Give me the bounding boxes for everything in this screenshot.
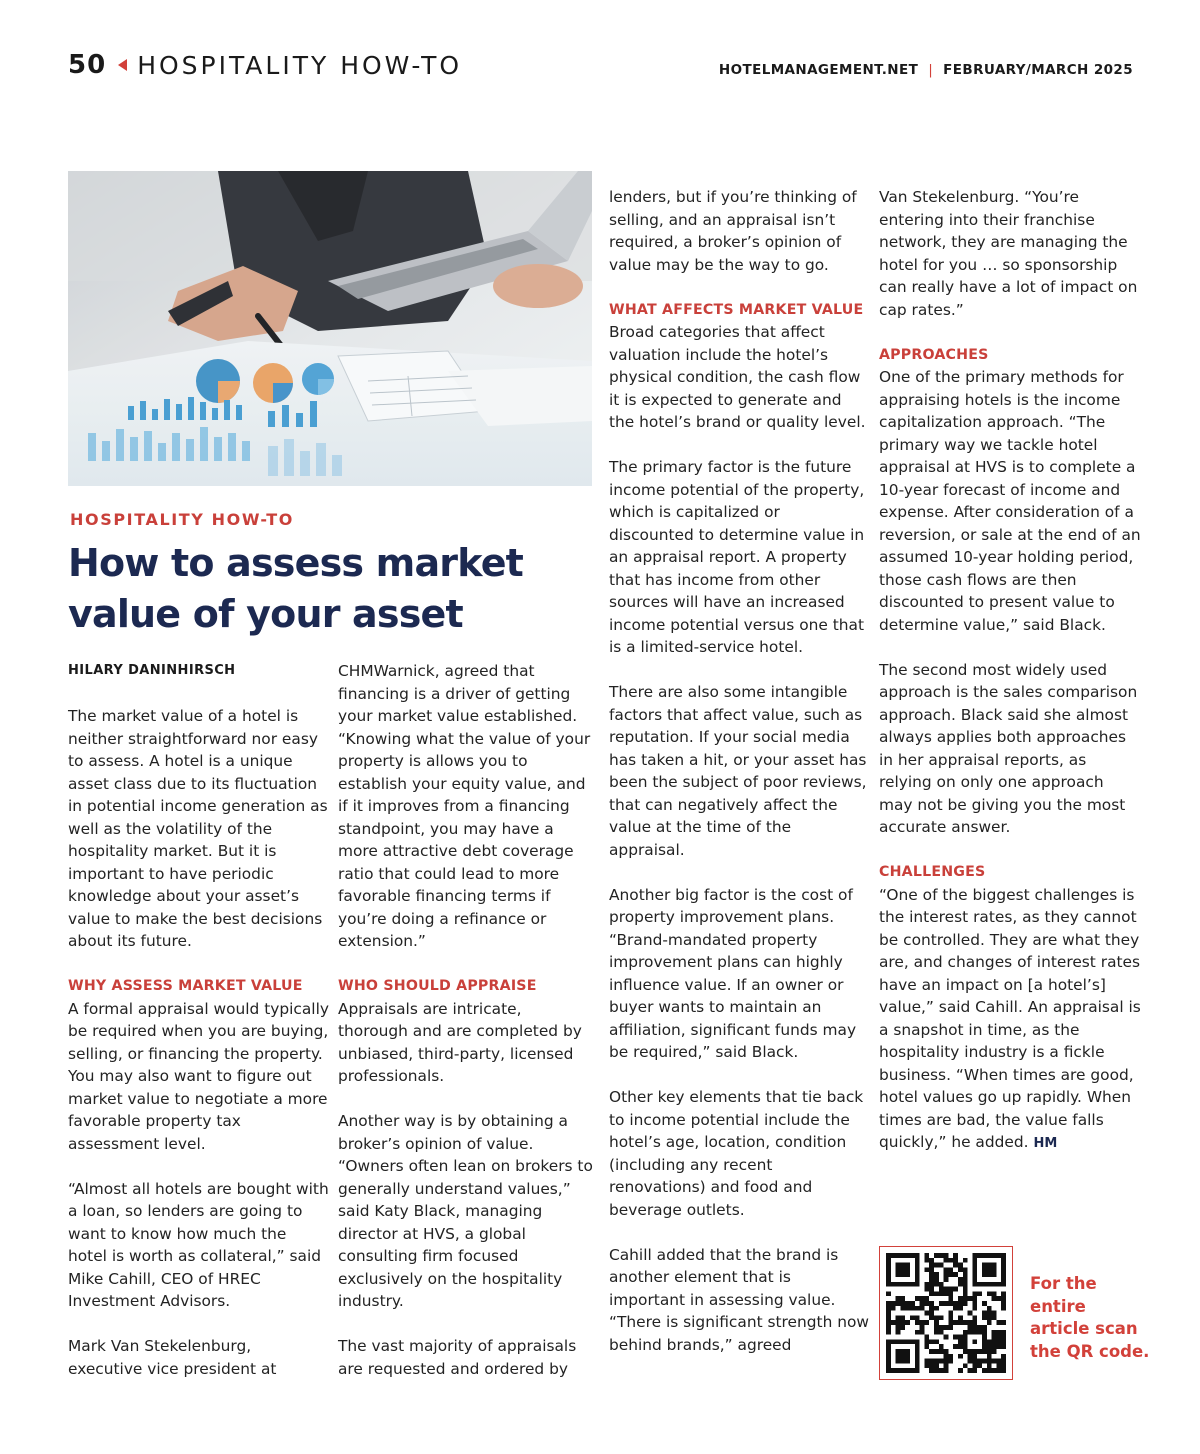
chevron-left-icon [118,59,127,71]
paragraph: There are also some intangible factors that affect value, such as reputation. If your social media has taken a hit, or your asset has been the subject of poor reviews, that can negatively affect the value at the time of the appraisal. [609,683,867,859]
qr-code-icon [886,1253,1006,1373]
paragraph: Another way is by obtaining a broker’s opinion of value. “Owners often lean on brokers to generally understand values,” said Katy Black, managing director at HVS, a global consulting firm focused exclusively on the hospitality industry. [338,1112,593,1310]
paragraph: “Almost all hotels are bought with a loan, so lenders are going to want to know how much the hotel is worth as collateral,” said Mike Cahill, CEO of HREC Investment Advisors. [68,1179,329,1310]
paragraph: Another big factor is the cost of property improvement plans. “Brand-mandated property improvement plans can highly influence value. If an owner or buyer wants to maintain an affiliation, significant funds may be required,” said Black. [609,885,857,1061]
subheading: APPROACHES [879,346,989,363]
article-column-4 [879,186,1141,1156]
subheading: WHAT AFFECTS MARKET VALUE [609,301,864,318]
page-header-right [719,62,1133,78]
subheading: WHY ASSESS MARKET VALUE [68,978,303,994]
article-column-2 [338,660,593,1380]
subheading: WHO SHOULD APPRAISE [338,978,537,994]
signoff-mark: HM [1033,1136,1058,1151]
article-column-3 [609,186,869,1356]
qr-call-to-action: For the entire article scan the QR code. [1030,1274,1150,1361]
section-label: HOSPITALITY HOW-TO [137,50,463,80]
paragraph-continued: CHMWarnick, agreed that financing is a driver of getting your market value established. “Knowing what the value of your property is allows you to establish your equity value, and if it improves from a financing standpoint, you may have a more attractive debt coverage ratio that could lead to more favorable financing terms if you’re doing a refinance or extension.” [338,662,591,950]
page-header-left [68,50,462,80]
issue-date: FEBRUARY/MARCH 2025 [943,62,1133,78]
paragraph: The market value of a hotel is neither straightforward nor easy to assess. A hotel is a unique asset class due to its fluctuation in potential income generation as well as the volatility of the hospitality market. But it is important to have periodic knowledge about your asset’s value to make the best decisions about its future. [68,707,328,950]
paragraph: The second most widely used approach is the sales comparison approach. Black said she almost always applies both approaches in her appraisal reports, as relying on only one approach may not be giving you the most accurate answer. [879,660,1138,836]
subheading: CHALLENGES [879,864,986,880]
article-photo [68,171,592,486]
article-column-1 [68,705,330,1380]
article-title: How to assess market value of your asset [68,541,524,636]
paragraph-split: The vast majority of appraisals are requested and ordered by [338,1337,577,1378]
paragraph-split: Mark Van Stekelenburg, executive vice president at [68,1337,277,1378]
paragraph: Other key elements that tie back to income potential include the hotel’s age, location, condition (including any recent renovations) and food and beverage outlets. [609,1088,864,1219]
paragraph: APPROACHES One of the primary methods for appraising hotels is the income capitalization approach. “The primary way we tackle hotel appraisal at HVS is to complete a 10-year forecast of income and expense. After consideration of a reversion, or sale at the end of an assumed 10-year holding period, those cash flows are then discounted to present value to determine value,” said Black. [879,344,1141,637]
paragraph: WHY ASSESS MARKET VALUE A formal appraisal would typically be required when you are buying, selling, or financing the property. You may also want to figure out market value to negotiate a more favorable property tax assessment level. [68,975,330,1155]
paragraph: CHALLENGES “One of the biggest challenges is the interest rates, as they cannot be controlled. They are what they are, and changes of interest rates have an impact on [a hotel’s] value,” said Cahill. An appraisal is a snapshot in time, as the hospitality industry is a fickle business. “When times are good, hotel values go up rapidly. When times are bad, the value falls quickly,” he added. HM [879,861,1141,1156]
paragraph-continued: lenders, but if you’re thinking of selling, and an appraisal isn’t required, a broker’s opinion of value may be the way to go. [609,188,857,274]
header-separator: | [928,62,934,78]
paragraph: WHO SHOULD APPRAISE Appraisals are intricate, thorough and are completed by unbiased, third-party, licensed professionals. [338,975,593,1088]
paragraph-split: Cahill added that the brand is another element that is important in assessing value. “There is significant strength now behind brands,” agreed [609,1245,869,1354]
article-kicker: HOSPITALITY HOW-TO [70,510,294,529]
page-number: 50 [68,50,107,80]
paragraph-continued: Van Stekelenburg. “You’re entering into their franchise network, they are managing the hotel for you … so sponsorship can really have a lot of impact on cap rates.” [879,188,1138,319]
qr-code[interactable] [879,1246,1013,1380]
paragraph: WHAT AFFECTS MARKET VALUE Broad categories that affect valuation include the hotel’s physical condition, the cash flow it is expected to generate and the hotel’s brand or quality level. [609,299,869,434]
site-name: HOTELMANAGEMENT.NET [718,62,919,78]
paragraph: The primary factor is the future income potential of the property, which is capitalized or discounted to determine value in an appraisal report. A property that has income from other sources will have an increased income potential versus one that is a limited-service hotel. [609,458,865,656]
author-byline: HILARY DANINHIRSCH [68,663,236,678]
